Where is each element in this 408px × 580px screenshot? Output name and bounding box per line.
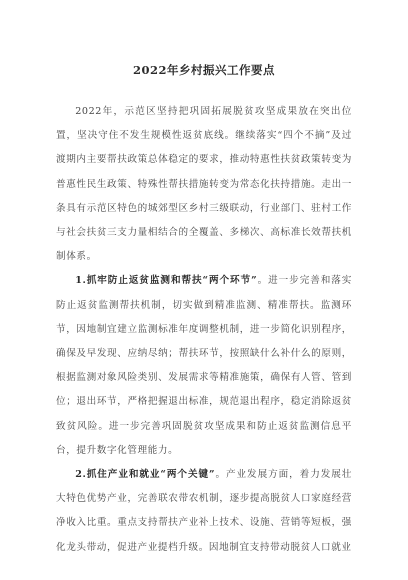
intro-paragraph: 2022年，示范区坚持把巩固拓展脱贫攻坚成果放在突出位置，坚决守住不发生规模性返贫底线。继续落实“四个不摘”及过渡期内主要帮扶政策总体稳定的要求，推动特惠性扶贫政策转变为普惠性民生政策、特殊性帮扶措施转变为常态化扶持措施。走出一条具有示范区特色的城郊型区乡村三级联动，行业部门、驻村工作与社会扶贫三支力量相结合的全覆盖、多梯次、高标准长效帮扶机制体系。	[56, 106, 352, 263]
section-1-body: 。进一步完善和落实防止返贫监测帮扶机制，切实做到精准监测、精准帮扶。监测环节，因地制宜建立监测标准年度调整机制，进一步简化识别程序，确保及早发现、应纳尽纳；帮扶环节，按照缺什么补什么的原则，根据监测对象风险类别、发展需求等精准施策，确保有人管、管到位；退出环节，严格把握退出标准，规范退出程序，稳定消除返贫致贫风险。进一步完善巩固脱贫攻坚成果和防止返贫监测信息平台，提升数字化管理能力。	[56, 275, 353, 456]
section-1-heading: 1.抓牢防止返贫监测和帮扶“两个环节”	[75, 275, 258, 287]
section-2-paragraph	[56, 463, 352, 560]
section-2-heading: 2.抓住产业和就业“两个关键”	[75, 469, 216, 481]
section-1-paragraph	[56, 269, 352, 463]
section-2-body: 。产业发展方面，着力发展壮大特色优势产业，完善联农带农机制，逐步提高脱贫人口家庭经营净收入比重。重点支持帮扶产业补上技术、设施、营销等短板，强化龙头带动，促进产业提档升级。因地制宜支持带动脱贫人口就业	[56, 469, 352, 553]
document-title: 2022年乡村振兴工作要点	[132, 63, 275, 77]
